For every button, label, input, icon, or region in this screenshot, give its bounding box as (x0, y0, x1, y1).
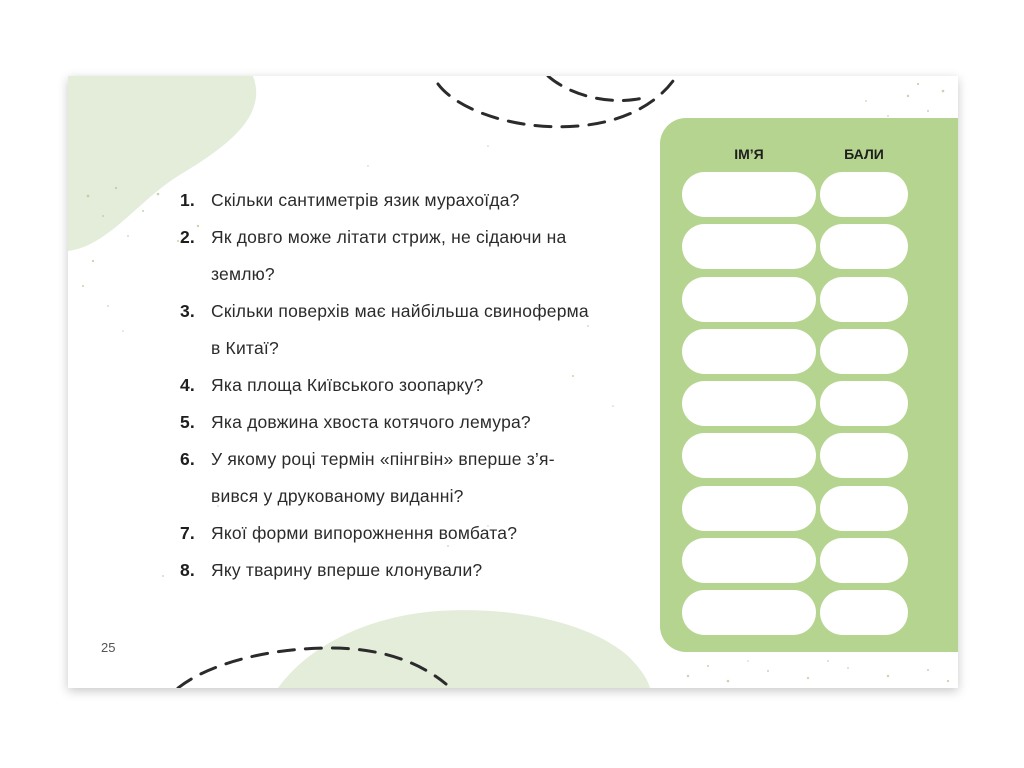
name-field[interactable] (682, 538, 816, 583)
score-field[interactable] (820, 486, 908, 531)
book-page (68, 76, 958, 688)
score-field[interactable] (820, 224, 908, 269)
question-text: Якої форми випорожнення вомбата? (211, 523, 518, 543)
question-item (180, 293, 600, 367)
question-item (180, 441, 600, 515)
question-number: 2. (180, 227, 195, 247)
question-item (180, 552, 600, 589)
name-column-header: ІМ’Я (734, 146, 764, 162)
question-text: Скільки поверхів має найбільша свиноферма в Китаї? (211, 301, 589, 358)
name-field[interactable] (682, 329, 816, 374)
name-field[interactable] (682, 590, 816, 635)
score-field[interactable] (820, 381, 908, 426)
name-field[interactable] (682, 381, 816, 426)
question-text: Яка довжина хвоста котячого лемура? (211, 412, 531, 432)
name-field[interactable] (682, 433, 816, 478)
page-number: 25 (101, 640, 116, 655)
question-number: 6. (180, 449, 195, 469)
name-field[interactable] (682, 172, 816, 217)
question-item (180, 182, 600, 219)
score-field[interactable] (820, 433, 908, 478)
question-number: 1. (180, 190, 195, 210)
question-number: 4. (180, 375, 195, 395)
score-column-header: БАЛИ (844, 146, 884, 162)
question-text: Скільки сантиметрів язик мурахоїда? (211, 190, 520, 210)
question-text: Яка площа Київського зоопарку? (211, 375, 484, 395)
question-text: У якому році термін «пінгвін» вперше з’я-вився у друкованому виданні? (211, 449, 555, 506)
question-list (180, 182, 600, 589)
name-field[interactable] (682, 277, 816, 322)
question-item (180, 367, 600, 404)
question-item (180, 515, 600, 552)
top-dashed-arc-2 (548, 76, 643, 101)
question-item (180, 404, 600, 441)
question-number: 5. (180, 412, 195, 432)
question-number: 8. (180, 560, 195, 580)
question-number: 7. (180, 523, 195, 543)
name-field[interactable] (682, 224, 816, 269)
score-field[interactable] (820, 329, 908, 374)
question-text: Яку тварину вперше клонували? (211, 560, 483, 580)
question-item (180, 219, 600, 293)
score-field[interactable] (820, 538, 908, 583)
score-table-header (660, 146, 958, 166)
question-text: Як довго може літати стриж, не сідаючи на землю? (211, 227, 567, 284)
score-field[interactable] (820, 590, 908, 635)
score-field[interactable] (820, 277, 908, 322)
score-field[interactable] (820, 172, 908, 217)
top-dashed-arc (438, 81, 673, 127)
question-number: 3. (180, 301, 195, 321)
score-table-panel (660, 118, 958, 652)
name-field[interactable] (682, 486, 816, 531)
